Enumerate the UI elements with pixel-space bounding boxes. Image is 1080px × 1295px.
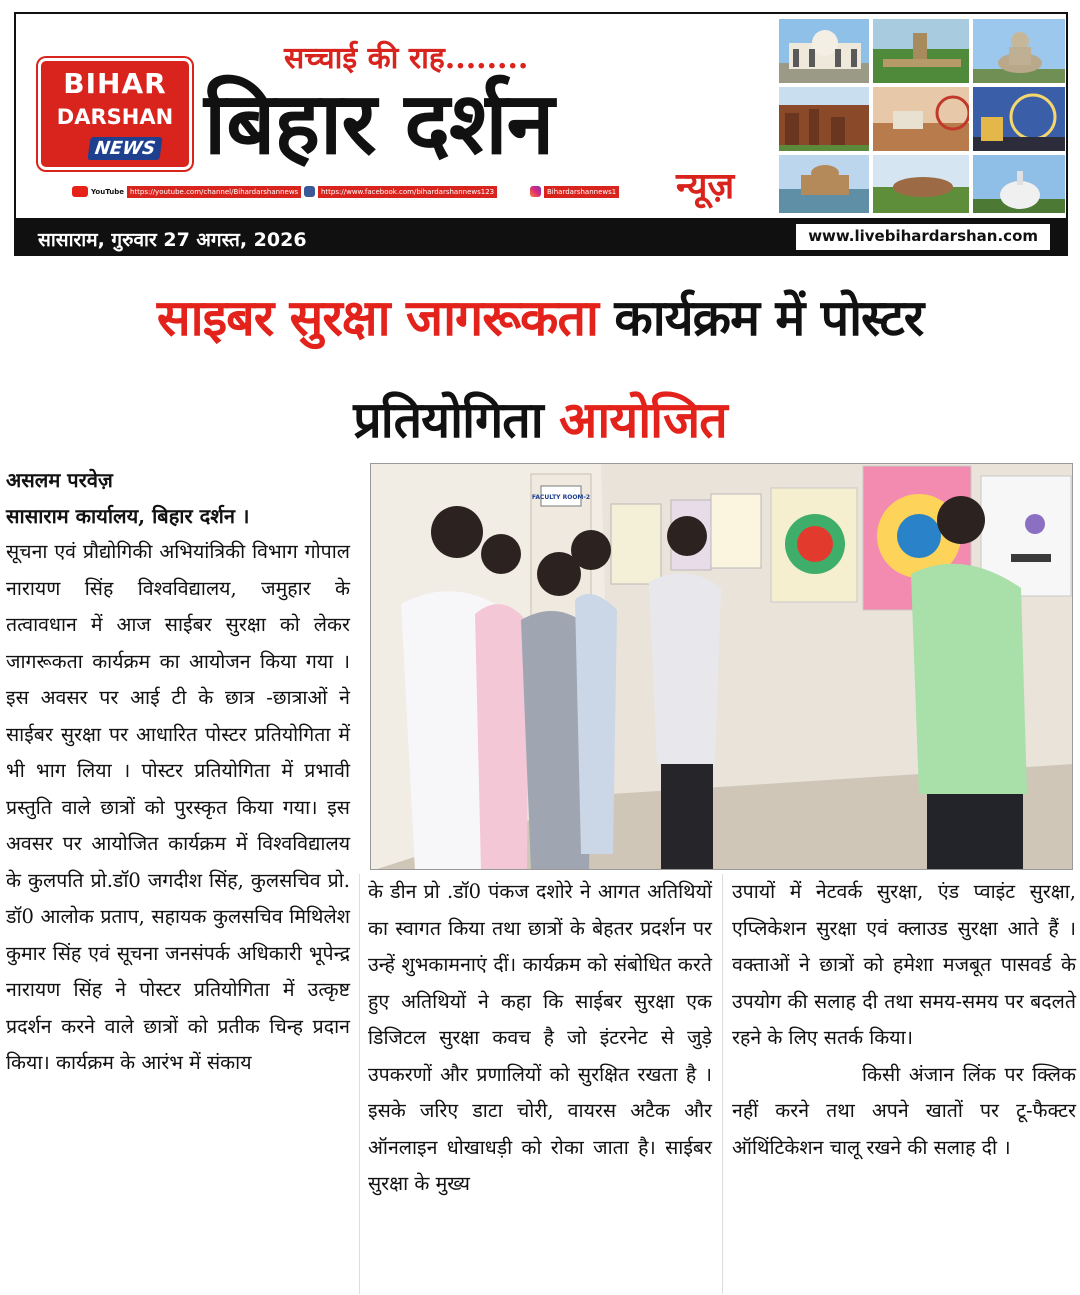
instagram-handle: Bihardarshannews1	[544, 186, 619, 198]
headline-black-part-1: कार्यक्रम में पोस्टर	[597, 289, 924, 347]
landmark-photo-mosque	[778, 18, 870, 84]
dateline: सासाराम, गुरुवार 27 अगस्त, 2026	[38, 229, 307, 251]
tagline: सच्चाई की राह........	[284, 41, 529, 76]
logo-text-bihar: BIHAR	[63, 67, 167, 100]
logo-text-darshan: DARSHAN	[56, 105, 174, 129]
youtube-link[interactable]	[72, 184, 301, 199]
instagram-icon	[530, 186, 541, 197]
facebook-url: https://www.facebook.com/bihardarshannews123	[318, 186, 497, 198]
landmark-photo-stupa	[972, 154, 1066, 214]
landmark-photo-ferris-wheel	[972, 86, 1066, 152]
article-column-1-text: सूचना एवं प्रौद्योगिकी अभियांत्रिकी विभाग गोपाल नारायण सिंह विश्वविद्यालय, जमुहार के तत्वावधान में आज साईबर सुरक्षा को लेकर जागरूकता कार्यक्रम का आयोजन किया गया । इस अवसर पर आई टी के छात्र -छात्राओं ने साईबर सुरक्षा पर आधारित पोस्टर प्रतियोगिता में भी भाग लिया । पोस्टर प्रतियोगिता में प्रभावी प्रस्तुति वाले छात्रों को पुरस्कृत किया गया। इस अवसर पर आयोजित कार्यक्रम में विश्वविद्यालय के कुलपति प्रो.डॉ0 जगदीश सिंह, कुलसचिव प्रो. डॉ0 आलोक प्रताप, सहायक कुलसचिव मिथिलेश कुमार सिंह एवं सूचना जनसंपर्क अधिकारी भूपेन्द्र नारायण सिंह ने पोस्टर प्रतियोगिता में उत्कृष्ट प्रदर्शन करने वाले छात्रों को प्रतीक चिन्ह प्रदान किया। कार्यक्रम के आरंभ में संकाय	[6, 540, 350, 1074]
article-column-2-text: के डीन प्रो .डॉ0 पंकज दशोरे ने आगत अतिथियों का स्वागत किया तथा छात्रों के बेहतर प्रदर्शन पर उन्हें शुभकामनाएं दीं। कार्यक्रम को संबोधित करते हुए अतिथियों ने कहा कि साईबर सुरक्षा एक डिजिटल सुरक्षा कवच है जो इंटरनेट से जुड़े उपकरणों और प्रणालियों को सुरक्षित रखता है । इसके जरिए डाटा चोरी, वायरस अटैक और ऑनलाइन धोखाधड़ी को रोका जाता है। साईबर सुरक्षा के मुख्य	[368, 880, 712, 1195]
headline-red-part-1: साइबर सुरक्षा जागरूकता	[156, 289, 598, 347]
landmark-photo-fair	[872, 86, 970, 152]
landmark-photo-garden	[872, 18, 970, 84]
dateline-bar	[16, 218, 1066, 256]
headline-black-part-2: प्रतियोगिता	[353, 391, 560, 449]
article-author: असलम परवेज़	[6, 468, 113, 492]
article-column-3	[732, 874, 1076, 1166]
website-link[interactable]: www.livebihardarshan.com	[796, 224, 1050, 250]
landmark-photo-sher-shah-tomb	[778, 154, 870, 214]
facebook-link[interactable]	[304, 184, 497, 199]
column-divider	[722, 874, 723, 1294]
newspaper-name: बिहार दर्शन	[204, 74, 554, 174]
door-sign: FACULTY ROOM-2	[531, 494, 591, 501]
bihar-landmarks-collage	[778, 18, 1066, 214]
bihar-darshan-news-logo[interactable]	[38, 58, 192, 170]
headline-line-2	[0, 384, 1080, 452]
article-column-3-para-1: उपायों में नेटवर्क सुरक्षा, एंड प्वाइंट सुरक्षा, एप्लिकेशन सुरक्षा एवं क्लाउड सुरक्षा आते हैं । वक्ताओं ने छात्रों को हमेशा मजबूत पासवर्ड के उपयोग की सलाह दी तथा समय-समय पर बदलते रहने के लिए सतर्क किया।	[732, 880, 1076, 1049]
column-divider	[359, 874, 360, 1294]
landmark-photo-nalanda-ruins	[778, 86, 870, 152]
logo-text-news: NEWS	[87, 137, 162, 160]
newspaper-subtitle: न्यूज़	[676, 166, 735, 207]
instagram-link[interactable]	[530, 184, 619, 199]
facebook-icon	[304, 186, 315, 197]
poster-exhibition-illustration	[371, 464, 1073, 870]
article-column-2	[368, 874, 712, 1203]
youtube-icon	[72, 186, 88, 197]
headline-line-1	[0, 282, 1080, 350]
youtube-url: https://youtube.com/channel/Bihardarshannews	[127, 186, 301, 198]
article-column-1	[6, 462, 350, 1082]
article-column-3-para-2: किसी अंजान लिंक पर क्लिक नहीं करने तथा अपने खातों पर टू-फैक्टर ऑथिंटिकेशन चालू रखने की सलाह दी ।	[732, 1062, 1076, 1159]
masthead	[14, 12, 1068, 256]
news-photo-poster-exhibition	[370, 463, 1073, 870]
social-links	[72, 184, 632, 200]
article-office: सासाराम कार्यालय, बिहार दर्शन ।	[6, 504, 250, 528]
youtube-word: YouTube	[91, 187, 124, 196]
landmark-photo-buddha-statue	[972, 18, 1066, 84]
headline-red-part-2: आयोजित	[559, 391, 727, 449]
landmark-photo-vikramshila	[872, 154, 970, 214]
